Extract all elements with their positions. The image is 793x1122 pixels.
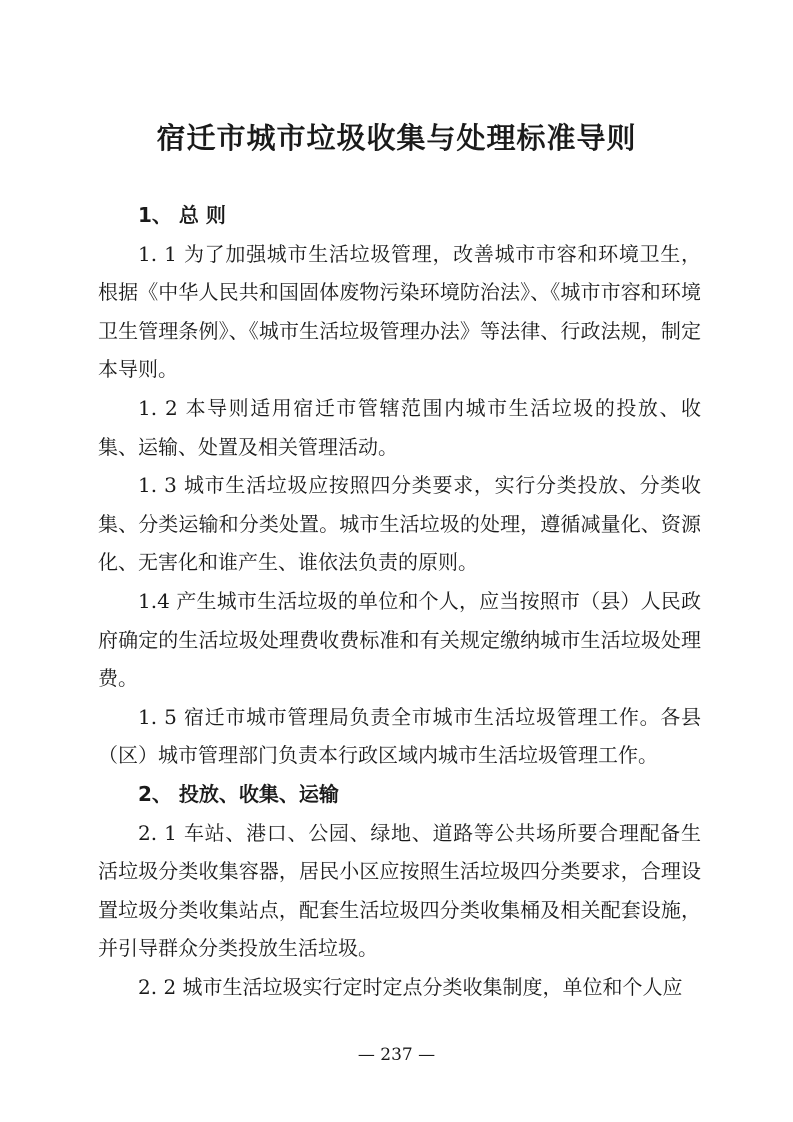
document-body: [98, 196, 701, 1006]
document-title: 宿迁市城市垃圾收集与处理标准导则: [156, 121, 637, 155]
page-number: — 237 —: [357, 1045, 436, 1065]
section-heading-general: 1、 总 则: [138, 203, 226, 227]
paragraph-1-1: 1. 1 为了加强城市生活垃圾管理，改善城市市容和环境卫生，根据《中华人民共和国固体废物污染环境防治法》、《城市市容和环境卫生管理条例》、《城市生活垃圾管理办法》等法律、行政法规，制定本导则。: [98, 241, 701, 382]
paragraph-1-5: 1. 5 宿迁市城市管理局负责全市城市生活垃圾管理工作。各县（区）城市管理部门负责本行政区域内城市生活垃圾管理工作。: [98, 704, 701, 768]
paragraph-2-1: 2. 1 车站、港口、公园、绿地、道路等公共场所要合理配备生活垃圾分类收集容器，居民小区应按照生活垃圾四分类要求，合理设置垃圾分类收集站点，配套生活垃圾四分类收集桶及相关配套设施，并引导群众分类投放生活垃圾。: [98, 820, 701, 961]
section-heading-collection: 2、 投放、收集、运输: [138, 781, 339, 806]
paragraph-1-3: 1. 3 城市生活垃圾应按照四分类要求，实行分类投放、分类收集、分类运输和分类处置。城市生活垃圾的处理，遵循减量化、资源化、无害化和谁产生、谁依法负责的原则。: [98, 473, 701, 575]
paragraph-1-4: 1.4 产生城市生活垃圾的单位和个人，应当按照市（县）人民政府确定的生活垃圾处理费收费标准和有关规定缴纳城市生活垃圾处理费。: [98, 588, 701, 691]
paragraph-2-2: 2. 2 城市生活垃圾实行定时定点分类收集制度，单位和个人应: [138, 974, 683, 999]
paragraph-1-2: 1. 2 本导则适用宿迁市管辖范围内城市生活垃圾的投放、收集、运输、处置及相关管理活动。: [98, 395, 701, 459]
